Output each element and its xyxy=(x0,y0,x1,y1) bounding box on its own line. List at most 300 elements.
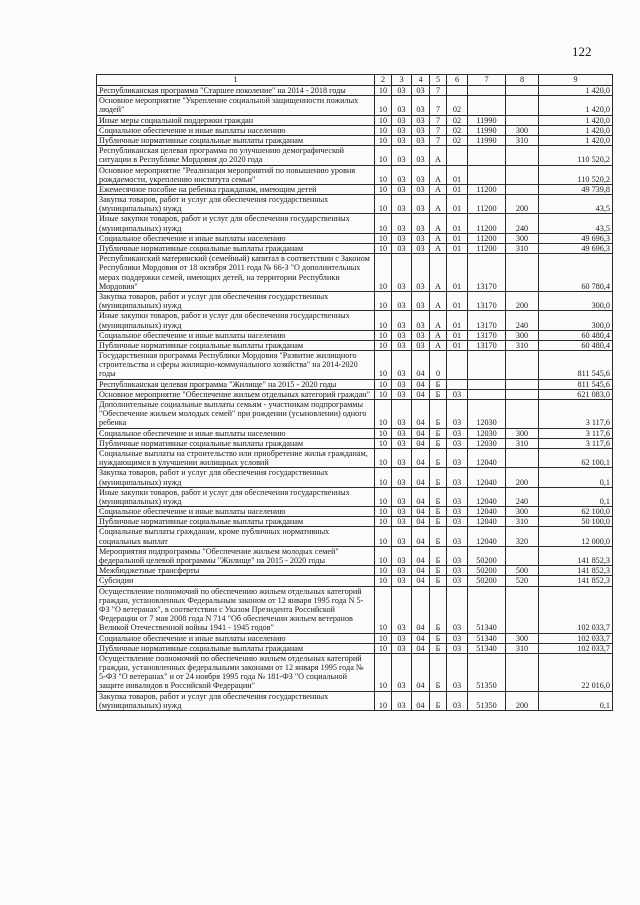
code-subsection: 03 xyxy=(392,448,412,467)
code-subsection: 03 xyxy=(392,254,412,292)
code-expense-type: 520 xyxy=(506,576,539,586)
row-name: Социальное обеспечение и иные выплаты населению xyxy=(97,507,375,517)
table-row xyxy=(97,86,613,96)
code-direction: 51350 xyxy=(468,653,506,691)
code-direction: 11200 xyxy=(468,244,506,254)
code-section: 10 xyxy=(375,507,392,517)
column-header-8: 8 xyxy=(506,75,539,86)
code-expense-type xyxy=(506,653,539,691)
row-amount: 621 083,0 xyxy=(539,389,613,399)
code-event: 01 xyxy=(447,244,468,254)
code-section: 10 xyxy=(375,115,392,125)
code-subprogram: Б xyxy=(430,527,447,546)
row-name: Субсидии xyxy=(97,576,375,586)
row-name: Закупка товаров, работ и услуг для обеспечения государственных (муниципальных) нужд xyxy=(97,195,375,214)
code-subsection: 03 xyxy=(392,146,412,165)
row-name: Социальные выплаты на строительство или приобретение жилья гражданам, нуждающимся в улучшении жилищных условий xyxy=(97,448,375,467)
code-program: 03 xyxy=(412,135,430,145)
code-direction xyxy=(468,351,506,380)
code-section: 10 xyxy=(375,214,392,233)
code-expense-type: 300 xyxy=(506,125,539,135)
code-program: 04 xyxy=(412,428,430,438)
row-name: Республиканская целевая программа "Жилище" на 2015 - 2020 годы xyxy=(97,379,375,389)
code-event: 01 xyxy=(447,311,468,330)
code-direction: 12030 xyxy=(468,438,506,448)
row-name: Иные закупки товаров, работ и услуг для обеспечения государственных (муниципальных) нужд xyxy=(97,214,375,233)
table-row xyxy=(97,586,613,633)
code-section: 10 xyxy=(375,291,392,310)
code-expense-type xyxy=(506,165,539,184)
row-amount: 1 420,0 xyxy=(539,125,613,135)
code-subprogram: А xyxy=(430,165,447,184)
code-program: 03 xyxy=(412,254,430,292)
code-subprogram: Б xyxy=(430,468,447,487)
row-name: Социальное обеспечение и иные выплаты населению xyxy=(97,233,375,243)
row-amount: 60 480,4 xyxy=(539,330,613,340)
row-amount: 22 016,0 xyxy=(539,653,613,691)
row-name: Закупка товаров, работ и услуг для обеспечения государственных (муниципальных) нужд xyxy=(97,691,375,710)
code-subprogram: А xyxy=(430,311,447,330)
code-section: 10 xyxy=(375,195,392,214)
code-expense-type xyxy=(506,400,539,429)
code-subprogram: Б xyxy=(430,643,447,653)
code-subsection: 03 xyxy=(392,291,412,310)
row-name: Республиканский материнский (семейный) капитал в соответствии с Законом Республики Мордовия от 18 октября 2011 года № 66-З "О дополнительных мерах поддержки семей, имеющих детей, на территории Республики Мордовия" xyxy=(97,254,375,292)
code-section: 10 xyxy=(375,254,392,292)
code-expense-type xyxy=(506,184,539,194)
code-expense-type: 300 xyxy=(506,633,539,643)
code-subprogram: Б xyxy=(430,517,447,527)
code-program: 04 xyxy=(412,691,430,710)
row-amount: 43,5 xyxy=(539,195,613,214)
column-header-5: 5 xyxy=(430,75,447,86)
row-name: Публичные нормативные социальные выплаты гражданам xyxy=(97,438,375,448)
code-subsection: 03 xyxy=(392,389,412,399)
code-program: 04 xyxy=(412,633,430,643)
table-row xyxy=(97,135,613,145)
code-expense-type: 310 xyxy=(506,643,539,653)
code-subprogram: А xyxy=(430,214,447,233)
code-expense-type: 300 xyxy=(506,428,539,438)
code-direction: 12040 xyxy=(468,527,506,546)
code-direction: 51340 xyxy=(468,586,506,633)
code-program: 03 xyxy=(412,233,430,243)
table-row xyxy=(97,576,613,586)
code-program: 04 xyxy=(412,487,430,506)
table-row xyxy=(97,351,613,380)
code-section: 10 xyxy=(375,527,392,546)
table-row xyxy=(97,448,613,467)
code-subprogram: Б xyxy=(430,487,447,506)
code-direction: 11990 xyxy=(468,135,506,145)
code-program: 03 xyxy=(412,291,430,310)
code-event: 03 xyxy=(447,400,468,429)
code-event: 03 xyxy=(447,389,468,399)
code-program: 03 xyxy=(412,146,430,165)
code-event: 01 xyxy=(447,165,468,184)
code-event: 02 xyxy=(447,96,468,115)
row-amount: 3 117,6 xyxy=(539,428,613,438)
row-name: Социальное обеспечение и иные выплаты населению xyxy=(97,330,375,340)
table-row xyxy=(97,527,613,546)
code-subsection: 03 xyxy=(392,135,412,145)
code-event: 01 xyxy=(447,330,468,340)
code-subsection: 03 xyxy=(392,86,412,96)
table-row xyxy=(97,691,613,710)
table-row xyxy=(97,379,613,389)
row-amount: 49 739,8 xyxy=(539,184,613,194)
code-subsection: 03 xyxy=(392,438,412,448)
code-subsection: 03 xyxy=(392,379,412,389)
code-program: 03 xyxy=(412,311,430,330)
code-event: 01 xyxy=(447,291,468,310)
column-header-3: 3 xyxy=(392,75,412,86)
table-row xyxy=(97,389,613,399)
code-subprogram: 7 xyxy=(430,115,447,125)
row-amount: 300,0 xyxy=(539,311,613,330)
code-subprogram: 7 xyxy=(430,86,447,96)
code-subprogram: А xyxy=(430,244,447,254)
code-section: 10 xyxy=(375,400,392,429)
code-program: 04 xyxy=(412,438,430,448)
table-row xyxy=(97,311,613,330)
code-expense-type xyxy=(506,115,539,125)
row-amount: 110 520,2 xyxy=(539,165,613,184)
code-direction xyxy=(468,165,506,184)
code-program: 04 xyxy=(412,643,430,653)
code-event: 03 xyxy=(447,507,468,517)
code-subprogram: 0 xyxy=(430,351,447,380)
code-section: 10 xyxy=(375,691,392,710)
code-event: 03 xyxy=(447,643,468,653)
code-event xyxy=(447,146,468,165)
table-row xyxy=(97,507,613,517)
code-direction xyxy=(468,389,506,399)
code-section: 10 xyxy=(375,428,392,438)
code-event: 01 xyxy=(447,233,468,243)
code-expense-type xyxy=(506,96,539,115)
code-event: 02 xyxy=(447,115,468,125)
row-name: Иные закупки товаров, работ и услуг для обеспечения государственных (муниципальных) нужд xyxy=(97,487,375,506)
row-amount: 1 420,0 xyxy=(539,135,613,145)
code-direction: 12040 xyxy=(468,468,506,487)
code-event: 02 xyxy=(447,135,468,145)
code-subsection: 03 xyxy=(392,311,412,330)
code-expense-type: 300 xyxy=(506,330,539,340)
code-event: 01 xyxy=(447,254,468,292)
code-program: 03 xyxy=(412,195,430,214)
table-row xyxy=(97,330,613,340)
code-subsection: 03 xyxy=(392,643,412,653)
code-direction: 51340 xyxy=(468,643,506,653)
code-subprogram: А xyxy=(430,233,447,243)
code-expense-type: 310 xyxy=(506,340,539,350)
code-program: 04 xyxy=(412,566,430,576)
code-expense-type: 310 xyxy=(506,438,539,448)
table-row xyxy=(97,244,613,254)
row-name: Публичные нормативные социальные выплаты гражданам xyxy=(97,244,375,254)
table-header-row xyxy=(97,75,613,86)
table-row xyxy=(97,146,613,165)
code-subsection: 03 xyxy=(392,566,412,576)
code-program: 03 xyxy=(412,165,430,184)
code-section: 10 xyxy=(375,517,392,527)
code-subsection: 03 xyxy=(392,330,412,340)
code-direction: 12030 xyxy=(468,400,506,429)
code-event: 01 xyxy=(447,340,468,350)
row-amount: 3 117,6 xyxy=(539,400,613,429)
code-program: 03 xyxy=(412,115,430,125)
column-header-6: 6 xyxy=(447,75,468,86)
code-expense-type: 200 xyxy=(506,195,539,214)
row-amount: 1 420,0 xyxy=(539,115,613,125)
code-program: 04 xyxy=(412,379,430,389)
code-subsection: 03 xyxy=(392,115,412,125)
code-subprogram: Б xyxy=(430,507,447,517)
code-subsection: 03 xyxy=(392,340,412,350)
code-program: 04 xyxy=(412,400,430,429)
row-amount: 62 100,0 xyxy=(539,507,613,517)
code-program: 04 xyxy=(412,653,430,691)
code-event xyxy=(447,86,468,96)
row-amount: 1 420,0 xyxy=(539,86,613,96)
code-subsection: 03 xyxy=(392,125,412,135)
code-subprogram: 7 xyxy=(430,125,447,135)
table-row xyxy=(97,487,613,506)
code-subsection: 03 xyxy=(392,691,412,710)
code-program: 04 xyxy=(412,527,430,546)
code-expense-type xyxy=(506,586,539,633)
row-amount: 3 117,6 xyxy=(539,438,613,448)
code-program: 04 xyxy=(412,586,430,633)
code-expense-type: 300 xyxy=(506,507,539,517)
table-row xyxy=(97,125,613,135)
row-amount: 0,1 xyxy=(539,487,613,506)
table-row xyxy=(97,195,613,214)
row-name: Закупка товаров, работ и услуг для обеспечения государственных (муниципальных) нужд xyxy=(97,468,375,487)
code-expense-type: 240 xyxy=(506,214,539,233)
code-event: 03 xyxy=(447,691,468,710)
code-section: 10 xyxy=(375,244,392,254)
code-section: 10 xyxy=(375,653,392,691)
code-program: 04 xyxy=(412,517,430,527)
code-subprogram: Б xyxy=(430,576,447,586)
row-name: Осуществление полномочий по обеспечению жильем отдельных категорий граждан, установленных федеральными законами от 12 января 1995 года № 5-ФЗ "О ветеранах" и от 24 ноября 1995 года № 181-ФЗ "О социальной защите инвалидов в Российской Федерации" xyxy=(97,653,375,691)
code-subprogram: Б xyxy=(430,438,447,448)
code-direction: 11990 xyxy=(468,115,506,125)
code-subprogram: Б xyxy=(430,691,447,710)
code-event: 03 xyxy=(447,633,468,643)
code-section: 10 xyxy=(375,576,392,586)
row-name: Иные закупки товаров, работ и услуг для обеспечения государственных (муниципальных) нужд xyxy=(97,311,375,330)
table-row xyxy=(97,340,613,350)
code-direction xyxy=(468,96,506,115)
code-section: 10 xyxy=(375,135,392,145)
code-section: 10 xyxy=(375,586,392,633)
row-name: Основное мероприятие "Обеспечение жильем отдельных категорий граждан" xyxy=(97,389,375,399)
code-event: 03 xyxy=(447,517,468,527)
code-direction: 11200 xyxy=(468,214,506,233)
code-subprogram: Б xyxy=(430,653,447,691)
code-direction xyxy=(468,86,506,96)
code-section: 10 xyxy=(375,643,392,653)
code-event: 03 xyxy=(447,576,468,586)
row-amount: 1 420,0 xyxy=(539,96,613,115)
code-program: 03 xyxy=(412,244,430,254)
table-row xyxy=(97,517,613,527)
code-expense-type: 200 xyxy=(506,691,539,710)
column-header-1: 1 xyxy=(97,75,375,86)
row-amount: 811 545,6 xyxy=(539,351,613,380)
table-row xyxy=(97,653,613,691)
code-expense-type xyxy=(506,379,539,389)
code-program: 03 xyxy=(412,86,430,96)
table-row xyxy=(97,546,613,565)
row-amount: 141 852,3 xyxy=(539,546,613,565)
code-event: 01 xyxy=(447,214,468,233)
table-row xyxy=(97,214,613,233)
column-header-4: 4 xyxy=(412,75,430,86)
row-name: Закупка товаров, работ и услуг для обеспечения государственных (муниципальных) нужд xyxy=(97,291,375,310)
table-row xyxy=(97,428,613,438)
table-row xyxy=(97,115,613,125)
code-event: 03 xyxy=(447,448,468,467)
code-event: 03 xyxy=(447,468,468,487)
code-expense-type xyxy=(506,254,539,292)
row-name: Дополнительные социальные выплаты семьям - участникам подпрограммы "Обеспечение жильем молодых семей" при рождении (усыновлении) одного ребенка xyxy=(97,400,375,429)
code-section: 10 xyxy=(375,311,392,330)
table-row xyxy=(97,254,613,292)
code-subprogram: Б xyxy=(430,546,447,565)
code-direction: 51340 xyxy=(468,633,506,643)
code-event: 03 xyxy=(447,428,468,438)
row-amount: 110 520,2 xyxy=(539,146,613,165)
row-amount: 102 033,7 xyxy=(539,643,613,653)
code-direction: 50200 xyxy=(468,576,506,586)
code-subprogram: А xyxy=(430,195,447,214)
row-amount: 60 480,4 xyxy=(539,340,613,350)
code-section: 10 xyxy=(375,468,392,487)
code-program: 04 xyxy=(412,546,430,565)
table-row xyxy=(97,184,613,194)
row-amount: 50 100,0 xyxy=(539,517,613,527)
code-subprogram: Б xyxy=(430,586,447,633)
table-body xyxy=(97,86,613,711)
code-section: 10 xyxy=(375,330,392,340)
code-section: 10 xyxy=(375,184,392,194)
code-expense-type: 320 xyxy=(506,527,539,546)
row-amount: 141 852,3 xyxy=(539,576,613,586)
code-direction: 13170 xyxy=(468,311,506,330)
code-event xyxy=(447,351,468,380)
code-subsection: 03 xyxy=(392,214,412,233)
code-direction: 12040 xyxy=(468,487,506,506)
column-header-7: 7 xyxy=(468,75,506,86)
table-row xyxy=(97,96,613,115)
code-expense-type xyxy=(506,351,539,380)
row-name: Социальное обеспечение и иные выплаты населению xyxy=(97,428,375,438)
code-section: 10 xyxy=(375,146,392,165)
page-number: 122 xyxy=(572,44,592,59)
code-subsection: 03 xyxy=(392,546,412,565)
code-direction xyxy=(468,379,506,389)
code-subsection: 03 xyxy=(392,96,412,115)
code-subsection: 03 xyxy=(392,244,412,254)
code-event: 02 xyxy=(447,125,468,135)
row-name: Республиканская целевая программа по улучшению демографической ситуации в Республике Мордовия до 2020 года xyxy=(97,146,375,165)
row-name: Ежемесячное пособие на ребенка гражданам, имеющим детей xyxy=(97,184,375,194)
row-amount: 49 696,3 xyxy=(539,233,613,243)
code-subprogram: Б xyxy=(430,400,447,429)
code-subsection: 03 xyxy=(392,233,412,243)
code-direction: 12040 xyxy=(468,517,506,527)
code-expense-type: 310 xyxy=(506,135,539,145)
code-section: 10 xyxy=(375,389,392,399)
code-subprogram: А xyxy=(430,291,447,310)
code-event: 01 xyxy=(447,184,468,194)
code-event: 03 xyxy=(447,566,468,576)
code-expense-type: 300 xyxy=(506,233,539,243)
row-name: Иные меры социальной поддержки граждан xyxy=(97,115,375,125)
code-section: 10 xyxy=(375,233,392,243)
row-name: Осуществление полномочий по обеспечению жильем отдельных категорий граждан, установленных Федеральным законом от 12 января 1995 года N 5-ФЗ "О ветеранах", в соответствии с Указом Президента Российской Федерации от 7 мая 2008 года N 714 "Об обеспечении жильем ветеранов Великой Отечественной войны 1941 - 1945 годов" xyxy=(97,586,375,633)
row-name: Публичные нормативные социальные выплаты гражданам xyxy=(97,517,375,527)
code-section: 10 xyxy=(375,86,392,96)
code-expense-type xyxy=(506,86,539,96)
row-amount: 12 000,0 xyxy=(539,527,613,546)
code-expense-type: 500 xyxy=(506,566,539,576)
code-direction: 12040 xyxy=(468,507,506,517)
code-section: 10 xyxy=(375,379,392,389)
code-subprogram: А xyxy=(430,330,447,340)
code-subsection: 03 xyxy=(392,487,412,506)
code-expense-type xyxy=(506,448,539,467)
code-subsection: 03 xyxy=(392,428,412,438)
table-row xyxy=(97,633,613,643)
code-subsection: 03 xyxy=(392,633,412,643)
row-amount: 43,5 xyxy=(539,214,613,233)
code-subprogram: Б xyxy=(430,566,447,576)
code-section: 10 xyxy=(375,125,392,135)
code-section: 10 xyxy=(375,566,392,576)
code-subsection: 03 xyxy=(392,184,412,194)
code-direction: 12030 xyxy=(468,428,506,438)
code-expense-type: 200 xyxy=(506,468,539,487)
code-program: 03 xyxy=(412,340,430,350)
code-subprogram: А xyxy=(430,254,447,292)
code-program: 04 xyxy=(412,448,430,467)
code-subprogram: Б xyxy=(430,379,447,389)
code-subsection: 03 xyxy=(392,576,412,586)
code-direction: 13170 xyxy=(468,330,506,340)
code-subsection: 03 xyxy=(392,400,412,429)
row-name: Основное мероприятие "Укрепление социальной защищенности пожилых людей" xyxy=(97,96,375,115)
row-amount: 0,1 xyxy=(539,691,613,710)
code-section: 10 xyxy=(375,438,392,448)
code-subprogram: Б xyxy=(430,448,447,467)
code-program: 03 xyxy=(412,96,430,115)
code-subprogram: А xyxy=(430,340,447,350)
code-section: 10 xyxy=(375,96,392,115)
row-name: Основное мероприятие "Реализация мероприятий по повышению уровня рождаемости, укреплению института семьи" xyxy=(97,165,375,184)
code-expense-type: 310 xyxy=(506,517,539,527)
code-section: 10 xyxy=(375,448,392,467)
code-expense-type: 310 xyxy=(506,244,539,254)
row-amount: 49 696,3 xyxy=(539,244,613,254)
code-subsection: 03 xyxy=(392,527,412,546)
code-event: 03 xyxy=(447,438,468,448)
code-subsection: 03 xyxy=(392,165,412,184)
